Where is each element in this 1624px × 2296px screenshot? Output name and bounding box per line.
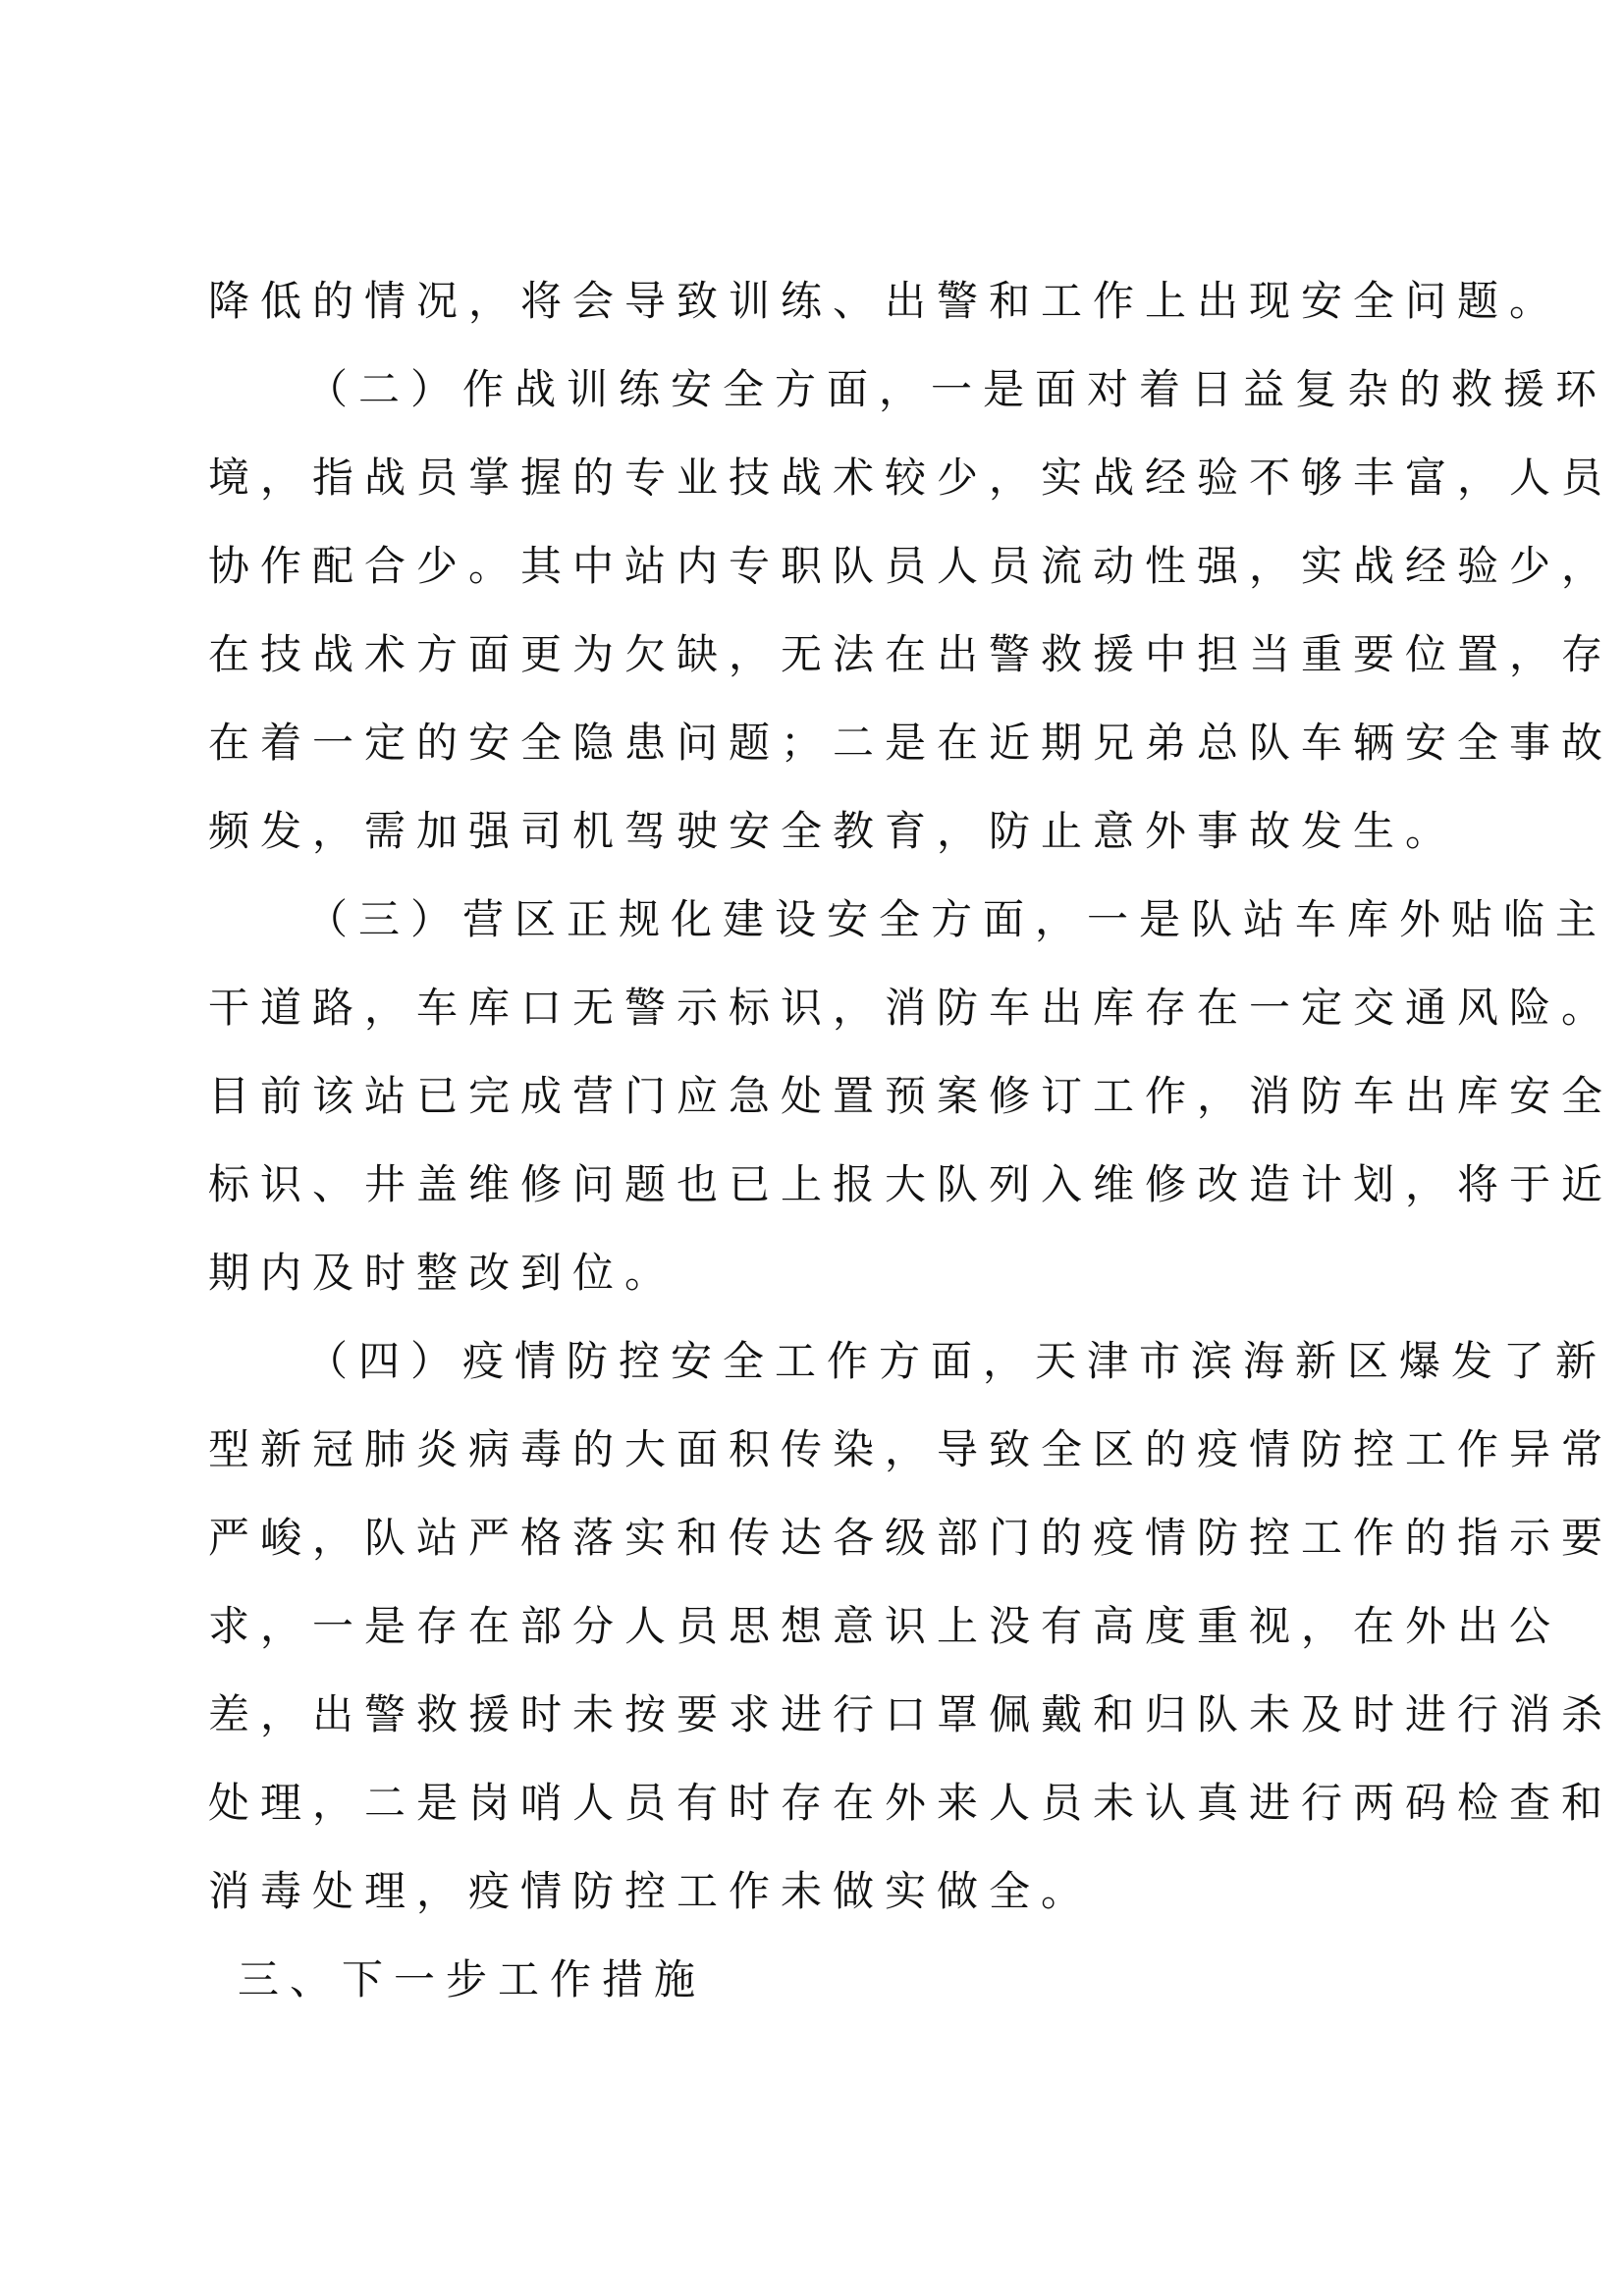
paragraph-4-line-6: 处理，二是岗哨人员有时存在外来人员未认真进行两码检查和 <box>208 1779 1614 1827</box>
document-body <box>208 257 1614 2024</box>
paragraph-4-line-1: （四）疫情防控安全工作方面，天津市滨海新区爆发了新 <box>306 1337 1608 1385</box>
paragraph-2-line-5: 在着一定的安全隐患问题；二是在近期兄弟总队车辆安全事故 <box>208 719 1614 767</box>
section-heading: 三、下一步工作措施 <box>238 1955 707 2003</box>
paragraph-4-line-3: 严峻，队站严格落实和传达各级部门的疫情防控工作的指示要 <box>208 1514 1614 1562</box>
paragraph-4-line-5: 差，出警救援时未按要求进行口罩佩戴和归队未及时进行消杀 <box>208 1690 1614 1738</box>
paragraph-3-line-4: 标识、井盖维修问题也已上报大队列入维修改造计划，将于近 <box>208 1160 1614 1208</box>
paragraph-2-line-6: 频发，需加强司机驾驶安全教育，防止意外事故发生。 <box>208 807 1458 855</box>
paragraph-3-line-1: （三）营区正规化建设安全方面，一是队站车库外贴临主 <box>306 895 1608 943</box>
paragraph-4-line-4: 求，一是存在部分人员思想意识上没有高度重视，在外出公 <box>208 1602 1562 1650</box>
paragraph-4-line-2: 型新冠肺炎病毒的大面积传染，导致全区的疫情防控工作异常 <box>208 1425 1614 1473</box>
paragraph-4-line-7: 消毒处理，疫情防控工作未做实做全。 <box>208 1867 1094 1915</box>
paragraph-3-line-3: 目前该站已完成营门应急处置预案修订工作，消防车出库安全 <box>208 1072 1614 1120</box>
paragraph-3-line-5: 期内及时整改到位。 <box>208 1249 677 1297</box>
paragraph-2-line-4: 在技战术方面更为欠缺，无法在出警救援中担当重要位置，存 <box>208 630 1614 678</box>
paragraph-2-line-2: 境，指战员掌握的专业技战术较少，实战经验不够丰富，人员 <box>208 454 1614 502</box>
paragraph-2-line-1: （二）作战训练安全方面，一是面对着日益复杂的救援环 <box>306 365 1608 413</box>
paragraph-1-line-1: 降低的情况，将会导致训练、出警和工作上出现安全问题。 <box>208 277 1562 325</box>
paragraph-3-line-2: 干道路，车库口无警示标识，消防车出库存在一定交通风险。 <box>208 984 1614 1032</box>
paragraph-2-line-3: 协作配合少。其中站内专职队员人员流动性强，实战经验少， <box>208 542 1614 590</box>
